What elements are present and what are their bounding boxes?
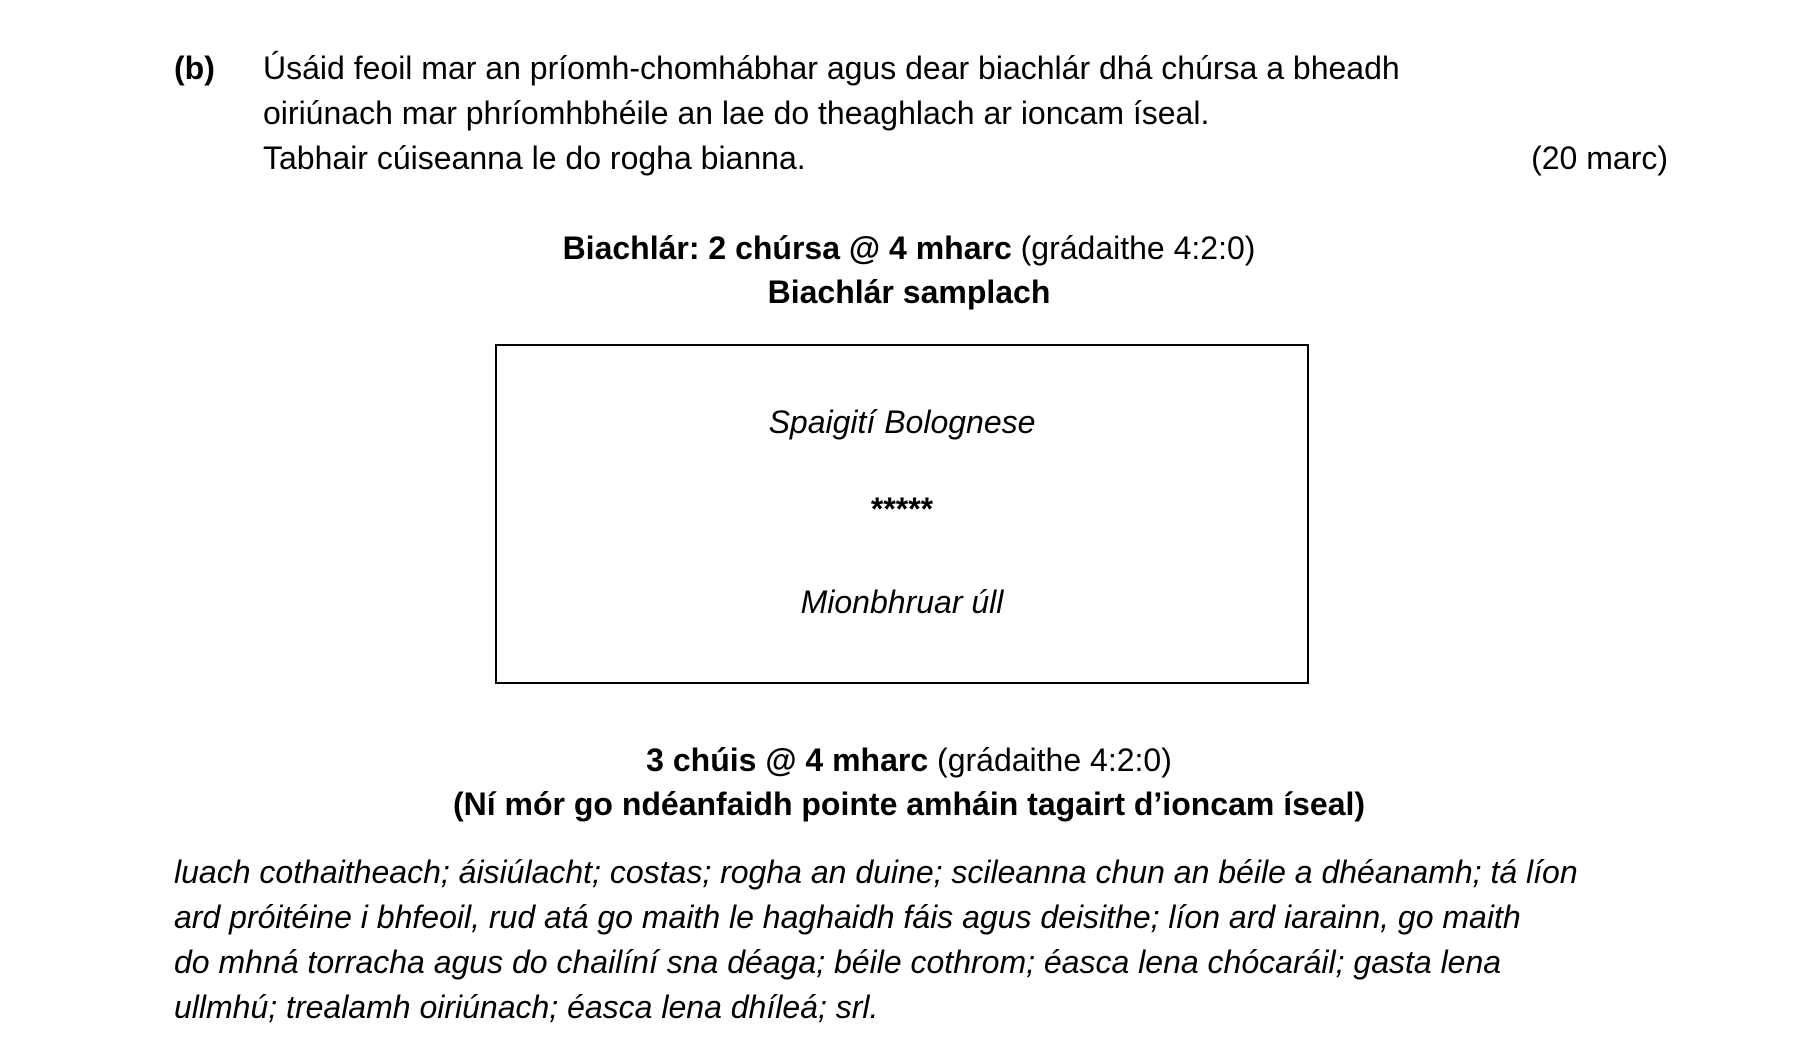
menu-marking-heading bbox=[0, 226, 1818, 271]
reasons-line: do mhná torracha agus do chailíní sna déaga; béile cothrom; éasca lena chócaráil; gasta lena bbox=[174, 944, 1502, 980]
menu-course-2: Mionbhruar úll bbox=[800, 584, 1004, 620]
reasons-marking-bold: 3 chúis @ 4 mharc bbox=[646, 742, 929, 778]
reasons-line: ullmhú; trealamh oiriúnach; éasca lena dhíleá; srl. bbox=[174, 989, 879, 1025]
menu-separator: ***** bbox=[870, 491, 934, 527]
question-label: (b) bbox=[174, 50, 215, 86]
reasons-note: (Ní mór go ndéanfaidh pointe amháin tagairt d’ioncam íseal) bbox=[452, 786, 1366, 822]
sample-menu-box bbox=[495, 344, 1309, 684]
menu-marking-grading: (grádaithe 4:2:0) bbox=[1011, 230, 1256, 266]
question-marks: (20 marc) bbox=[1531, 140, 1668, 176]
question-line: Úsáid feoil mar an príomh-chomhábhar agus dear biachlár dhá chúrsa a bheadh bbox=[263, 50, 1400, 86]
menu-course-1: Spaigití Bolognese bbox=[768, 404, 1036, 440]
reasons-marking-grading: (grádaithe 4:2:0) bbox=[928, 742, 1172, 778]
reasons-marking-heading bbox=[0, 738, 1818, 783]
reasons-text bbox=[174, 850, 1674, 1030]
question-text bbox=[263, 46, 1663, 181]
menu-marking-bold: Biachlár: 2 chúrsa @ 4 mharc bbox=[562, 230, 1012, 266]
reasons-line: ard próitéine i bhfeoil, rud atá go maith le haghaidh fáis agus deisithe; líon ard iarainn, go maith bbox=[174, 899, 1521, 935]
reasons-line: luach cothaitheach; áisiúlacht; costas; rogha an duine; scileanna chun an béile a dhéanamh; tá líon bbox=[174, 854, 1578, 890]
question-line: oiriúnach mar phríomhbhéile an lae do theaghlach ar ioncam íseal. bbox=[263, 95, 1210, 131]
question-line: Tabhair cúiseanna le do rogha bianna. bbox=[263, 140, 806, 176]
sample-menu-title: Biachlár samplach bbox=[767, 274, 1051, 310]
